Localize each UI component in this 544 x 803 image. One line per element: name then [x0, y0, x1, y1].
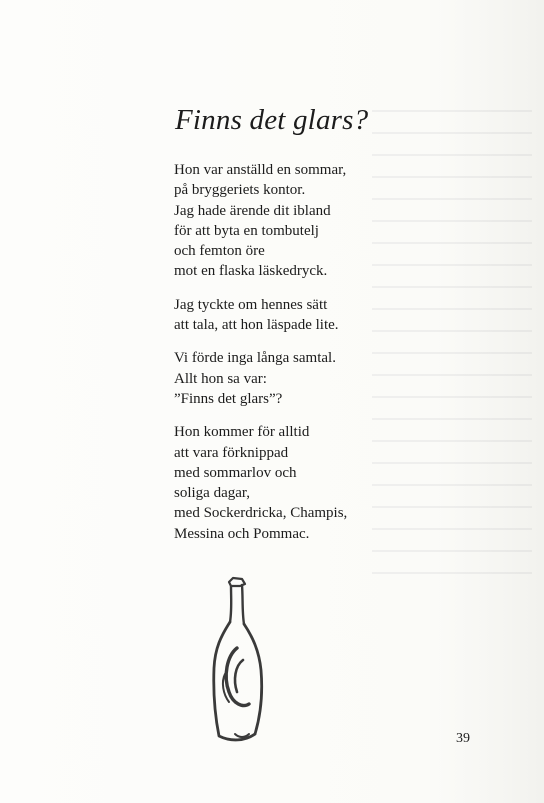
poem-title: Finns det glars? [175, 104, 369, 136]
poem-line: Hon kommer för alltid [174, 424, 310, 441]
poem-line: för att byta en tombutelj [174, 222, 319, 239]
bottle-sketch-icon [205, 576, 275, 746]
poem-line: Messina och Pommac. [174, 525, 310, 542]
stanza-4 [174, 422, 434, 544]
poem-line: Allt hon sa var: [174, 370, 267, 387]
page-number: 39 [456, 731, 470, 746]
poem-line: att tala, att hon läspade lite. [174, 317, 339, 334]
stanza-2 [174, 295, 434, 336]
poem-line: Vi förde inga långa samtal. [174, 350, 336, 367]
poem-body [174, 160, 434, 557]
poem-line: på bryggeriets kontor. [174, 182, 306, 199]
poem-line: och femton öre [174, 243, 265, 260]
stanza-1 [174, 160, 434, 282]
poem-line: att vara förknippad [174, 444, 289, 461]
poem-line: med sommarlov och [174, 464, 297, 481]
poem-line: Hon var anställd en sommar, [174, 162, 347, 178]
poem-line: soliga dagar, [174, 485, 251, 502]
poem-line: Jag hade ärende dit ibland [174, 202, 331, 219]
poem-line: mot en flaska läskedryck. [174, 263, 328, 280]
poem-line: Jag tyckte om hennes sätt [174, 296, 328, 313]
poem-line: ”Finns det glars”? [174, 390, 283, 407]
stanza-3 [174, 348, 434, 409]
poem-line: med Sockerdricka, Champis, [174, 505, 348, 522]
